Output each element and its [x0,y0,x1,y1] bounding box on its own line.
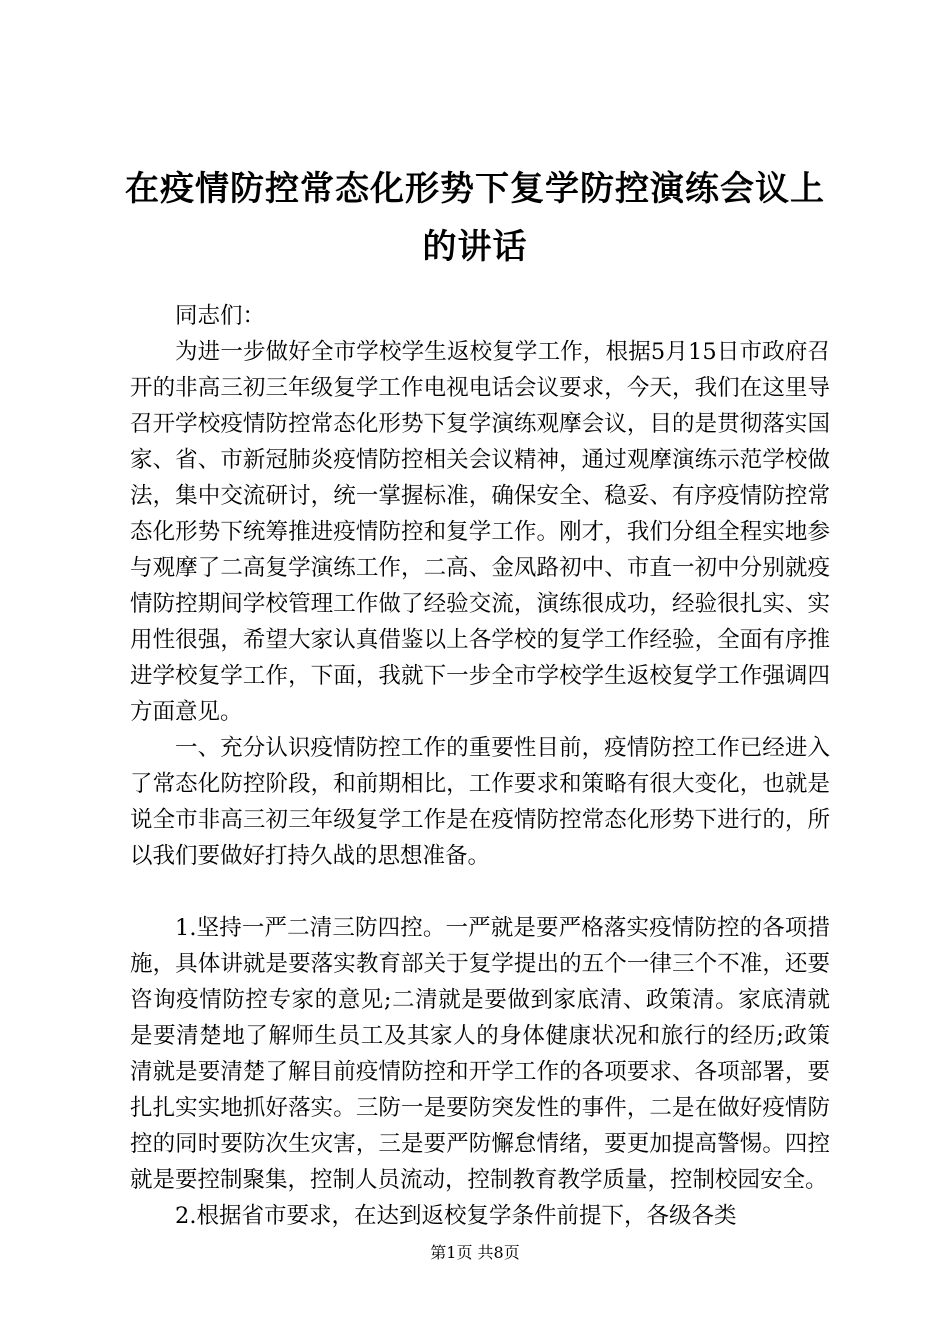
salutation-paragraph: 同志们： [175,303,266,329]
document-title: 在疫情防控常态化形势下复学防控演练会议上的讲话 [125,169,825,267]
document-body [130,298,830,1234]
item-one-paragraph: 1.坚持一严二清三防四控。一严就是要严格落实疫情防控的各项措施，具体讲就是要落实教育部关于复学提出的五个一律三个不准，还要咨询疫情防控专家的意见;二清就是要做到家底清、政策清。家底清就是要清楚地了解师生员工及其家人的身体健康状况和旅行的经历;政策清就是要清楚了解目前疫情防控和开学工作的各项要求、各项部署，要扎扎实实地抓好落实。三防一是要防突发性的事件，二是在做好疫情防控的同时要防次生灾害，三是要严防懈怠情绪，要更加提高警惕。四控就是要控制聚集，控制人员流动，控制教育教学质量，控制校园安全。 [130,915,830,1193]
section-one-paragraph: 一、充分认识疫情防控工作的重要性目前，疫情防控工作已经进入了常态化防控阶段，和前期相比，工作要求和策略有很大变化，也就是说全市非高三初三年级复学工作是在疫情防控常态化形势下进行的，所以我们要做好打持久战的思想准备。 [130,735,830,869]
item-two-paragraph: 2.根据省市要求，在达到返校复学条件前提下，各级各类 [175,1203,737,1229]
page-number-footer: 第1页 共8页 [430,1243,520,1262]
intro-paragraph: 为进一步做好全市学校学生返校复学工作，根据5月15日市政府召开的非高三初三年级复学工作电视电话会议要求，今天，我们在这里导召开学校疫情防控常态化形势下复学演练观摩会议，目的是贯彻落实国家、省、市新冠肺炎疫情防控相关会议精神，通过观摩演练示范学校做法，集中交流研讨，统一掌握标准，确保安全、稳妥、有序疫情防控常态化形势下统筹推进疫情防控和复学工作。刚才，我们分组全程实地参与观摩了二高复学演练工作，二高、金凤路初中、市直一初中分别就疫情防控期间学校管理工作做了经验交流，演练很成功，经验很扎实、实用性很强，希望大家认真借鉴以上各学校的复学工作经验，全面有序推进学校复学工作，下面，我就下一步全市学校学生返校复学工作强调四方面意见。 [130,339,830,725]
